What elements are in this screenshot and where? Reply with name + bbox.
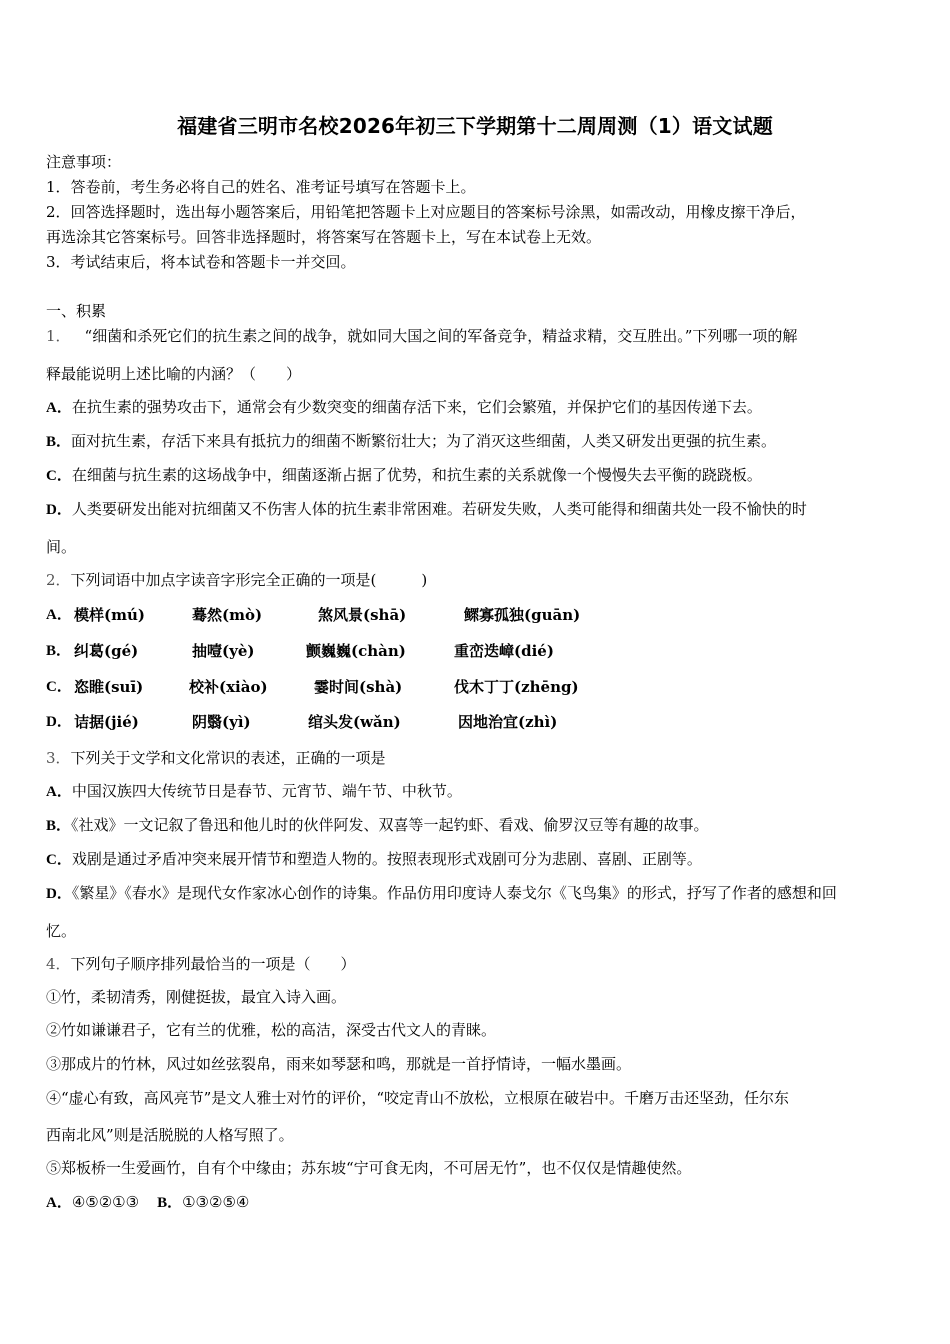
sentence-1: ①竹，柔韧清秀，刚健挺拔，最宜入诗入画。 (46, 988, 347, 1006)
question-number: 3． (46, 749, 71, 767)
sentence-3: ③那成片的竹林，风过如丝弦裂帛，雨来如琴瑟和鸣，那就是一首抒情诗，一幅水墨画。 (46, 1055, 632, 1073)
option-a: A．在抗生素的强势攻击下，通常会有少数突变的细菌存活下来，它们会繁殖，并保护它们的基因传递下去。 (46, 398, 762, 416)
question-4-stem: 4．下列句子顺序排列最恰当的一项是（ ） (46, 955, 356, 973)
exam-page: 福建省三明市名校2026年初三下学期第十二周周测（1）语文试题 注意事项： 1．答卷前，考生务必将自己的姓名、准考证号填写在答题卡上。 2．回答选择题时，选出每小题答案后，用铅笔把答题卡上对应题目的答案标号涂黑，如需改动，用橡皮擦干净后， 再选涂其它答案标号。回答非选择题时，将答案写在答题卡上，写在本试卷上无效。 3．考试结束后，将本试卷和答题卡一并交回。 一、积累 1． “细菌和杀死它们的抗生素之间的战争，就如同大国之间的军备竞争，精益求精，交互胜出。”下列哪一项的解 释最能说明上述比喻的内涵？（ ） A．在抗生素的强势攻击下，通常会有少数突变的细菌存活下来，它们会繁殖，并保护它们的基因传递下去。 B．面对抗生素，存活下来具有抵抗力的细菌不断繁衍壮大；为了消灭这些细菌，人类又研发出更强的抗生素。 C．在细菌与抗生素的这场战争中，细菌逐渐占据了优势，和抗生素的关系就像一个慢慢失去平衡的跷跷板。 D．人类要研发出能对抗细菌又不伤害人体的抗生素非常困难。若研发失败，人类可能得和细菌共处一段不愉快的时 间。 2．下列词语中加点字读音字形完全正确的一项是( ) A． 模样(mú) 蓦然(mò) 煞风景(shā) 鳏寡孤独(guān) B． 纠葛(gé) 抽噎(yè) 颤巍巍(chàn) 重峦迭嶂(dié) C． 恣睢(suī) 校补(xiào) 霎时间(shà) 伐木丁丁(zhēng) D． 诘据(jié) 阴翳(yì) 绾头发(wǎn) 因地治宜(zhì) 3．下列关于文学和文化常识的表述，正确的一项是 A．中国汉族四大传统节日是春节、元宵节、端午节、中秋节。 B．《社戏》一文记叙了鲁迅和他儿时的伙伴阿发、双喜等一起钓虾、看戏、偷罗汉豆等有趣的故事。 C．戏剧是通过矛盾冲突来展开情节和塑造人物的。按照表现形式戏剧可分为悲剧、喜剧、正剧等。 D．《繁星》《春水》是现代女作家冰心创作的诗集。作品仿用印度诗人泰戈尔《飞鸟集》的形式，抒写了作者的感想和回 忆。 4．下列句子顺序排列最恰当的一项是（ ） ①竹，柔韧清秀，刚健挺拔，最宜入诗入画。 ②竹如谦谦君子，它有兰的优雅，松的高洁，深受古代文人的青睐。 ③那成片的竹林，风过如丝弦裂帛，雨来如琴瑟和鸣，那就是一首抒情诗，一幅水墨画。 ④“虚心有致，高风亮节”是文人雅士对竹的评价，“咬定青山不放松，立根原在破岩中。千磨万击还坚劲，任尔东 西南北风”则是活脱脱的人格写照了。 ⑤郑板桥一生爱画竹，自有个中缘由；苏东坡“宁可食无肉，不可居无竹”，也不仅仅是情趣使然。 A．④⑤②①③ B．①③②⑤④ (0, 0, 950, 1344)
sentence-4-cont: 西南北风”则是活脱脱的人格写照了。 (46, 1126, 294, 1144)
question-1-stem: 1． “细菌和杀死它们的抗生素之间的战争，就如同大国之间的军备竞争，精益求精，交互胜出。”下列哪一项的解 (46, 327, 798, 345)
option-d-cont: 间。 (46, 538, 77, 556)
notice-item: 1．答卷前，考生务必将自己的姓名、准考证号填写在答题卡上。 (46, 178, 476, 196)
option-d: D．人类要研发出能对抗细菌又不伤害人体的抗生素非常困难。若研发失败，人类可能得和细菌共处一段不愉快的时 (46, 500, 807, 518)
notice-heading: 注意事项： (46, 153, 122, 171)
options-row: A．④⑤②①③ B．①③②⑤④ (46, 1193, 250, 1211)
question-1-stem-cont: 释最能说明上述比喻的内涵？（ ） (46, 365, 302, 383)
page-title: 福建省三明市名校2026年初三下学期第十二周周测（1）语文试题 (177, 114, 773, 138)
sentence-5: ⑤郑板桥一生爱画竹，自有个中缘由；苏东坡“宁可食无肉，不可居无竹”，也不仅仅是情趣使然。 (46, 1159, 692, 1177)
sentence-4: ④“虚心有致，高风亮节”是文人雅士对竹的评价，“咬定青山不放松，立根原在破岩中。千磨万击还坚劲，任尔东 (46, 1089, 790, 1107)
question-3-stem: 3．下列关于文学和文化常识的表述，正确的一项是 (46, 749, 386, 767)
notice-item: 3．考试结束后，将本试卷和答题卡一并交回。 (46, 253, 356, 271)
notice-item: 2．回答选择题时，选出每小题答案后，用铅笔把答题卡上对应题目的答案标号涂黑，如需改动，用橡皮擦干净后， (46, 203, 806, 221)
question-number: 1． (46, 327, 71, 345)
option-d-cont: 忆。 (46, 922, 77, 940)
sentence-2: ②竹如谦谦君子，它有兰的优雅，松的高洁，深受古代文人的青睐。 (46, 1021, 497, 1039)
question-number: 4． (46, 955, 71, 973)
option-c: C．在细菌与抗生素的这场战争中，细菌逐渐占据了优势，和抗生素的关系就像一个慢慢失去平衡的跷跷板。 (46, 466, 762, 484)
option-b: B．面对抗生素，存活下来具有抵抗力的细菌不断繁衍壮大；为了消灭这些细菌，人类又研发出更强的抗生素。 (46, 432, 777, 450)
option-a: A．中国汉族四大传统节日是春节、元宵节、端午节、中秋节。 (46, 782, 462, 800)
option-d: D．《繁星》《春水》是现代女作家冰心创作的诗集。作品仿用印度诗人泰戈尔《飞鸟集》的形式，抒写了作者的感想和回 (46, 884, 837, 902)
section-heading: 一、积累 (46, 302, 107, 320)
option-c: C．戏剧是通过矛盾冲突来展开情节和塑造人物的。按照表现形式戏剧可分为悲剧、喜剧、正剧等。 (46, 850, 702, 868)
question-number: 2． (46, 571, 71, 589)
question-2-stem: 2．下列词语中加点字读音字形完全正确的一项是( ) (46, 571, 428, 589)
notice-item: 再选涂其它答案标号。回答非选择题时，将答案写在答题卡上，写在本试卷上无效。 (46, 228, 602, 246)
option-b: B．《社戏》一文记叙了鲁迅和他儿时的伙伴阿发、双喜等一起钓虾、看戏、偷罗汉豆等有趣的故事。 (46, 816, 709, 834)
